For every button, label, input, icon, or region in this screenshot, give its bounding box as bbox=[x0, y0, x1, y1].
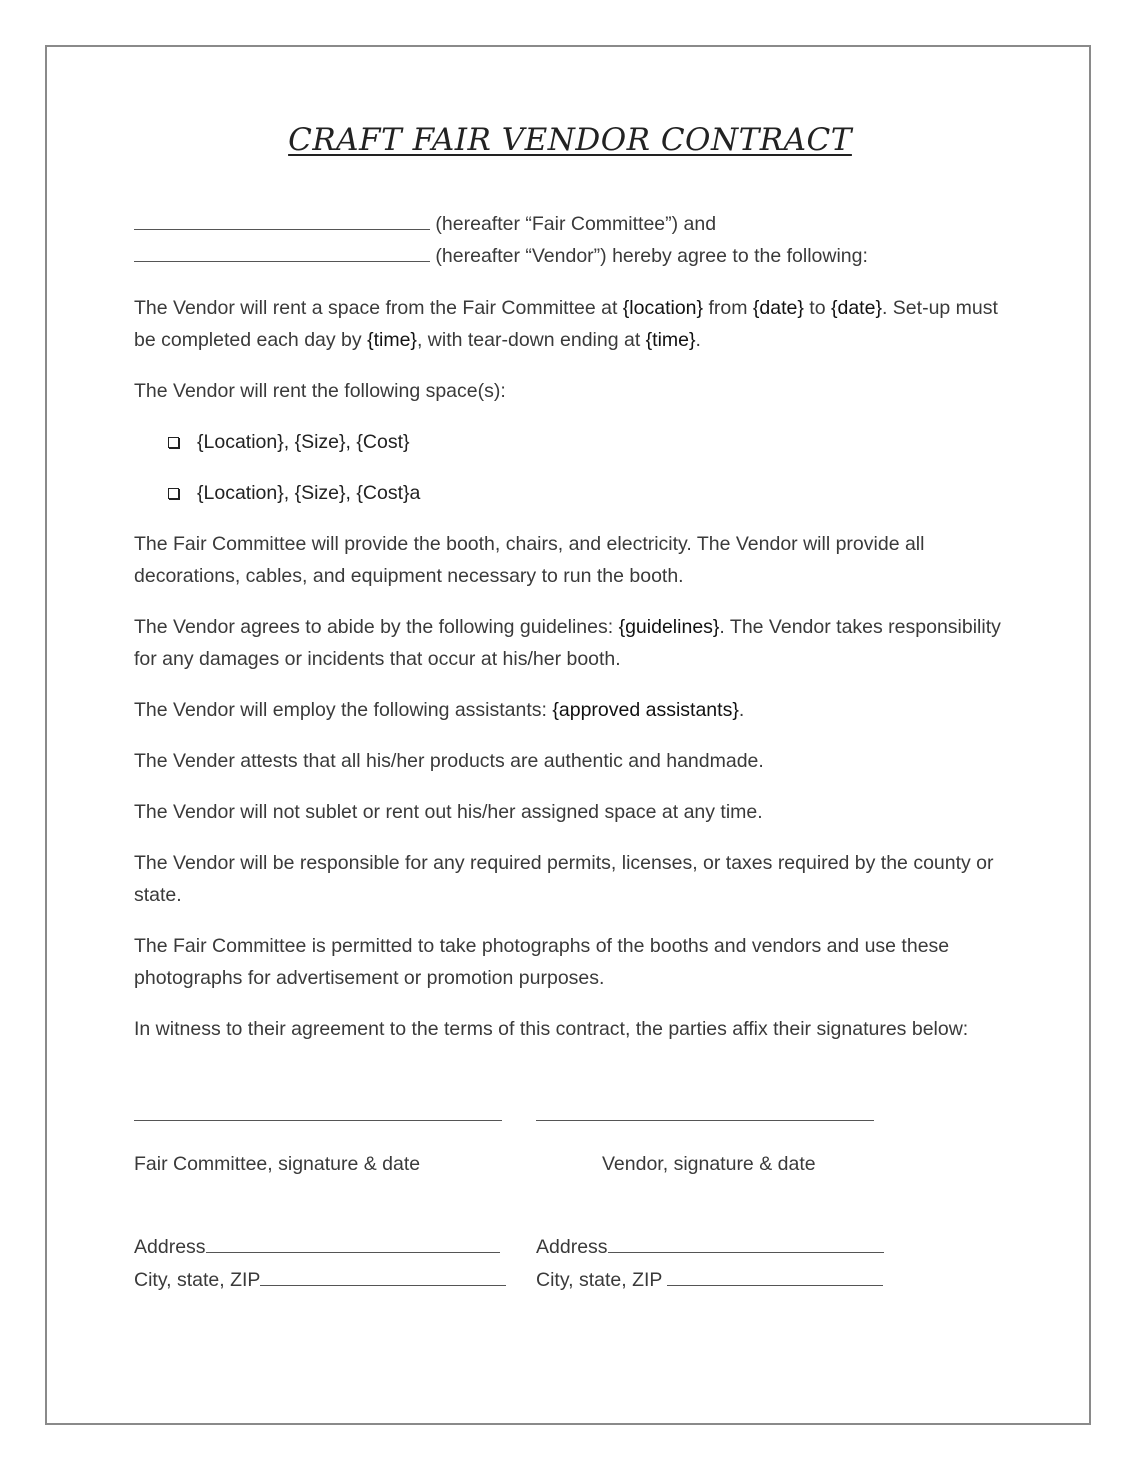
vendor-city: City, state, ZIP bbox=[536, 1264, 883, 1296]
document-title: CRAFT FAIR VENDOR CONTRACT bbox=[288, 122, 852, 158]
committee-address-field[interactable] bbox=[206, 1232, 500, 1253]
teardown-time-placeholder: {time} bbox=[645, 329, 696, 351]
witness-paragraph: In witness to their agreement to the terms of this contract, the parties affix their signatures below: bbox=[134, 1018, 969, 1040]
provide-paragraph: The Fair Committee will provide the booth, chairs, and electricity. The Vendor will provide all decorations, cables, and equipment necessary to run the booth. bbox=[134, 533, 925, 587]
committee-name-field[interactable] bbox=[134, 209, 430, 230]
authentic-paragraph: The Vender attests that all his/her products are authentic and handmade. bbox=[134, 750, 764, 772]
vendor-address-field[interactable] bbox=[608, 1232, 884, 1253]
vendor-city-field[interactable] bbox=[667, 1265, 883, 1286]
party-line-vendor bbox=[134, 240, 1014, 272]
spaces-intro: The Vendor will rent the following space(s): bbox=[134, 380, 506, 402]
party-line-committee bbox=[134, 208, 1014, 240]
committee-address: Address bbox=[134, 1231, 500, 1263]
committee-signature-label: Fair Committee, signature & date bbox=[134, 1153, 421, 1175]
location-placeholder: {location} bbox=[622, 297, 704, 319]
assistants-paragraph: The Vendor will employ the following assistants: {approved assistants}. bbox=[134, 699, 745, 721]
rental-paragraph: The Vendor will rent a space from the Fair Committee at {location} from {date} to {date}. Set-up must be completed each day by {time}, with tear-down ending at {time}. bbox=[134, 297, 998, 351]
guidelines-placeholder: {guidelines} bbox=[618, 616, 720, 638]
vendor-name-field[interactable] bbox=[134, 241, 430, 262]
sublet-paragraph: The Vendor will not sublet or rent out his/her assigned space at any time. bbox=[134, 801, 763, 823]
start-date-placeholder: {date} bbox=[752, 297, 804, 319]
permits-paragraph: The Vendor will be responsible for any required permits, licenses, or taxes required by the county or state. bbox=[134, 852, 994, 906]
space-item: {Location}, {Size}, {Cost}a bbox=[168, 477, 420, 509]
committee-signature-line[interactable] bbox=[134, 1120, 502, 1121]
party-vendor-text: (hereafter “Vendor”) hereby agree to the following: bbox=[430, 245, 868, 267]
party-committee-text: (hereafter “Fair Committee”) and bbox=[430, 213, 717, 235]
committee-city-field[interactable] bbox=[260, 1265, 506, 1286]
vendor-signature-line[interactable] bbox=[536, 1120, 874, 1121]
end-date-placeholder: {date} bbox=[830, 297, 882, 319]
vendor-address: Address bbox=[536, 1231, 884, 1263]
vendor-signature-label: Vendor, signature & date bbox=[602, 1153, 816, 1175]
checkbox-icon[interactable] bbox=[168, 437, 179, 448]
committee-city: City, state, ZIP bbox=[134, 1264, 506, 1296]
parties-block bbox=[134, 208, 1014, 272]
setup-time-placeholder: {time} bbox=[367, 329, 417, 351]
photos-paragraph: The Fair Committee is permitted to take photographs of the booths and vendors and use these photographs for advertisement or promotion purposes. bbox=[134, 935, 950, 989]
assistants-placeholder: {approved assistants} bbox=[552, 699, 739, 721]
checkbox-icon[interactable] bbox=[168, 488, 179, 499]
guidelines-paragraph: The Vendor agrees to abide by the following guidelines: {guidelines}. The Vendor takes responsibility for any damages or incidents that occur at his/her booth. bbox=[134, 616, 1001, 670]
space-item: {Location}, {Size}, {Cost} bbox=[168, 426, 410, 458]
